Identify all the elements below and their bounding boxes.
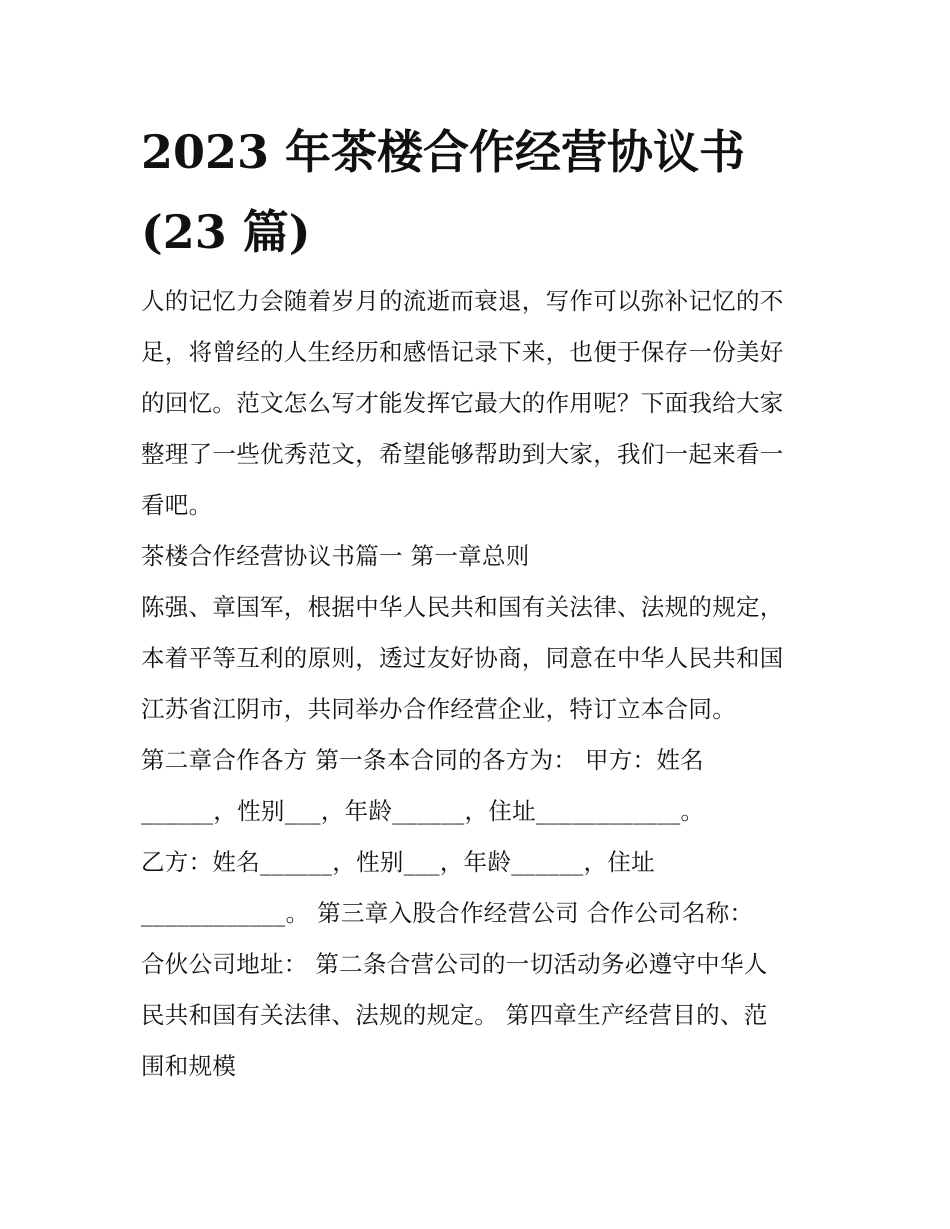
document-body bbox=[141, 276, 831, 1092]
text-line: 陈强、章国军，根据中华人民共和国有关法律、法规的规定， bbox=[141, 593, 784, 621]
text-line: 人的记忆力会随着岁月的流逝而衰退，写作可以弥补记忆的不 bbox=[141, 287, 784, 315]
text-line: 本着平等互利的原则，透过友好协商，同意在中华人民共和国 bbox=[141, 644, 784, 672]
text-line: 江苏省江阴市，共同举办合作经营企业，特订立本合同。 bbox=[141, 695, 736, 723]
text-line: 民共和国有关法律、法规的规定。 第四章生产经营目的、范 bbox=[141, 1001, 768, 1029]
text-line: 足，将曾经的人生经历和感悟记录下来，也便于保存一份美好 bbox=[141, 338, 784, 366]
text-line: ______，性别___，年龄______，住址____________。 bbox=[141, 797, 705, 825]
text-line: 第二章合作各方 第一条本合同的各方为： 甲方：姓名 bbox=[141, 746, 704, 774]
text-line: 整理了一些优秀范文，希望能够帮助到大家，我们一起来看一 bbox=[141, 440, 784, 468]
page-title bbox=[141, 112, 841, 272]
text-line: 合伙公司地址： 第二条合营公司的一切活动务必遵守中华人 bbox=[141, 950, 768, 978]
text-line: 的回忆。范文怎么写才能发挥它最大的作用呢？下面我给大家 bbox=[141, 389, 784, 417]
text-line: 围和规模 bbox=[141, 1052, 237, 1080]
title-line-1: 2023 年茶楼合作经营协议书 bbox=[141, 125, 746, 179]
section-heading: 茶楼合作经营协议书篇一 第一章总则 bbox=[141, 542, 530, 570]
text-line: 看吧。 bbox=[141, 491, 213, 519]
text-line: ____________。 第三章入股合作经营公司 合作公司名称： bbox=[141, 899, 754, 927]
text-line: 乙方：姓名______，性别___，年龄______，住址 bbox=[141, 848, 655, 876]
title-line-2: (23 篇) bbox=[141, 205, 311, 259]
